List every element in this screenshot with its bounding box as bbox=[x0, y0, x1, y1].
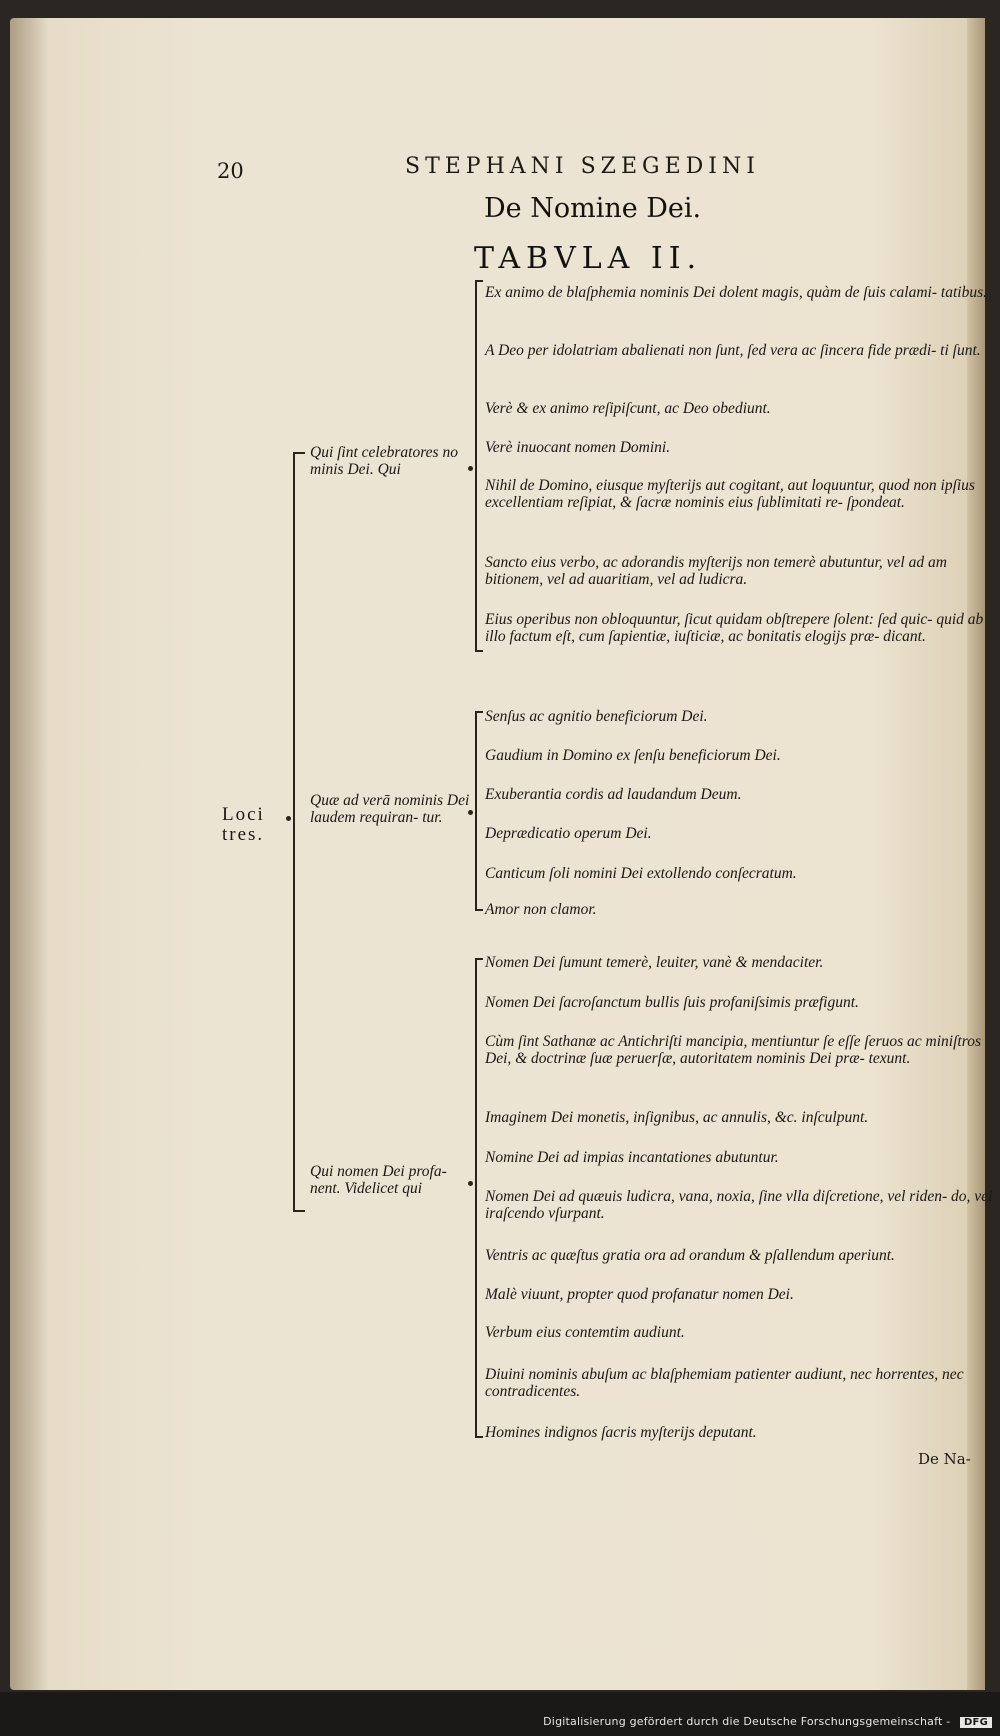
page-number: 20 bbox=[217, 159, 244, 183]
group-2-item: Senſus ac agnitio beneficiorum Dei. bbox=[485, 708, 708, 725]
group-3-item: Imaginem Dei monetis, inſignibus, ac annulis, &c. inſculpunt. bbox=[485, 1109, 869, 1126]
group-1-item: Verè & ex animo reſipiſcunt, ac Deo obediunt. bbox=[485, 400, 771, 417]
root-label bbox=[222, 805, 265, 845]
spine-shadow bbox=[10, 18, 48, 1690]
catchword: De Na- bbox=[918, 1450, 971, 1468]
group-2-item: Exuberantia cordis ad laudandum Deum. bbox=[485, 786, 742, 803]
group-1-item: Nihil de Domino, eiusque myſterijs aut cogitant, aut loquuntur, quod non ipſius excellentiam reſipiat, & ſacræ nominis eius ſublimitati re- ſpondeat. bbox=[485, 477, 975, 511]
group-3-tick-top bbox=[475, 958, 483, 960]
group-2-item: Amor non clamor. bbox=[485, 901, 597, 918]
root-label-line1: Loci bbox=[222, 804, 265, 825]
root-tick-top bbox=[293, 452, 305, 454]
group-2-bracket bbox=[475, 711, 477, 911]
footer-text: Digitalisierung gefördert durch die Deutsche Forschungsgemeinschaft - bbox=[543, 1715, 951, 1728]
group-1-connector bbox=[468, 466, 473, 471]
group-2-tick-top bbox=[475, 711, 483, 713]
group-3-item: Ventris ac quæſtus gratia ora ad orandum & pſallendum aperiunt. bbox=[485, 1247, 895, 1264]
group-3-item: Malè viuunt, propter quod profanatur nomen Dei. bbox=[485, 1286, 794, 1303]
group-2-label: Quæ ad verā nominis Dei laudem requiran- tur. bbox=[310, 792, 470, 826]
root-bracket bbox=[293, 452, 295, 1212]
group-3-item: Verbum eius contemtim audiunt. bbox=[485, 1324, 685, 1341]
group-3-label: Qui nomen Dei profa- nent. Videlicet qui bbox=[310, 1163, 447, 1197]
root-label-line2: tres. bbox=[222, 824, 265, 845]
group-1-item: Verè inuocant nomen Domini. bbox=[485, 439, 671, 456]
group-2-connector bbox=[468, 810, 473, 815]
group-1-item: A Deo per idolatriam abalienati non ſunt, ſed vera ac ſincera fide prædi- ti ſunt. bbox=[485, 342, 981, 359]
book-page bbox=[10, 18, 993, 1690]
group-3-connector bbox=[468, 1181, 473, 1186]
group-1-tick-top bbox=[475, 280, 483, 282]
table-title: TABVLA II. bbox=[474, 241, 703, 276]
root-tick-bottom bbox=[293, 1210, 305, 1212]
root-connector bbox=[286, 816, 291, 821]
group-3-item: Cùm ſint Sathanæ ac Antichriſti mancipia, mentiuntur ſe eſſe ſeruos ac miniſtros Dei, & doctrinæ ſuæ peruerſæ, autoritatem nominis Dei præ- texunt. bbox=[485, 1033, 981, 1067]
group-3-item: Diuini nominis abuſum ac blaſphemiam patienter audiunt, nec horrentes, nec contradicentes. bbox=[485, 1366, 964, 1400]
group-2-item: Canticum ſoli nomini Dei extollendo conſecratum. bbox=[485, 865, 797, 882]
dfg-logo: DFG bbox=[960, 1717, 992, 1728]
group-2-item: Gaudium in Domino ex ſenſu beneficiorum Dei. bbox=[485, 747, 781, 764]
group-1-tick-bottom bbox=[475, 650, 483, 652]
group-1-item: Sancto eius verbo, ac adorandis myſterijs non temerè abutuntur, vel ad am bitionem, vel ad auaritiam, vel ad ludicra. bbox=[485, 554, 947, 588]
group-1-item: Eius operibus non obloquuntur, ſicut quidam obſtrepere ſolent: ſed quic- quid ab illo factum eſt, cum ſapientiæ, iuſticiæ, ac bonitatis elogijs præ- dicant. bbox=[485, 611, 984, 645]
group-3-tick-bottom bbox=[475, 1436, 483, 1438]
group-3-item: Nomen Dei ſumunt temerè, leuiter, vanè & mendaciter. bbox=[485, 954, 824, 971]
group-1-bracket bbox=[475, 280, 477, 652]
group-1-item: Ex animo de blaſphemia nominis Dei dolent magis, quàm de ſuis calami- tatibus. bbox=[485, 284, 987, 301]
section-title: De Nomine Dei. bbox=[484, 193, 702, 224]
running-head: STEPHANI SZEGEDINI bbox=[405, 154, 760, 179]
group-3-item: Nomen Dei ad quæuis ludicra, vana, noxia, ſine vlla diſcretione, vel riden- do, vel iraſcendo vſurpant. bbox=[485, 1188, 993, 1222]
group-3-item: Homines indignos ſacris myſterijs deputant. bbox=[485, 1424, 757, 1441]
group-1-label: Qui ſint celebratores no minis Dei. Qui bbox=[310, 444, 458, 478]
group-3-item: Nomine Dei ad impias incantationes abutuntur. bbox=[485, 1149, 779, 1166]
group-3-item: Nomen Dei ſacroſanctum bullis ſuis profaniſsimis præfigunt. bbox=[485, 994, 859, 1011]
group-2-tick-bottom bbox=[475, 909, 483, 911]
group-3-bracket bbox=[475, 958, 477, 1438]
footer-credit bbox=[543, 1715, 992, 1728]
footer-bar bbox=[0, 1692, 1000, 1736]
group-2-item: Deprædicatio operum Dei. bbox=[485, 825, 652, 842]
